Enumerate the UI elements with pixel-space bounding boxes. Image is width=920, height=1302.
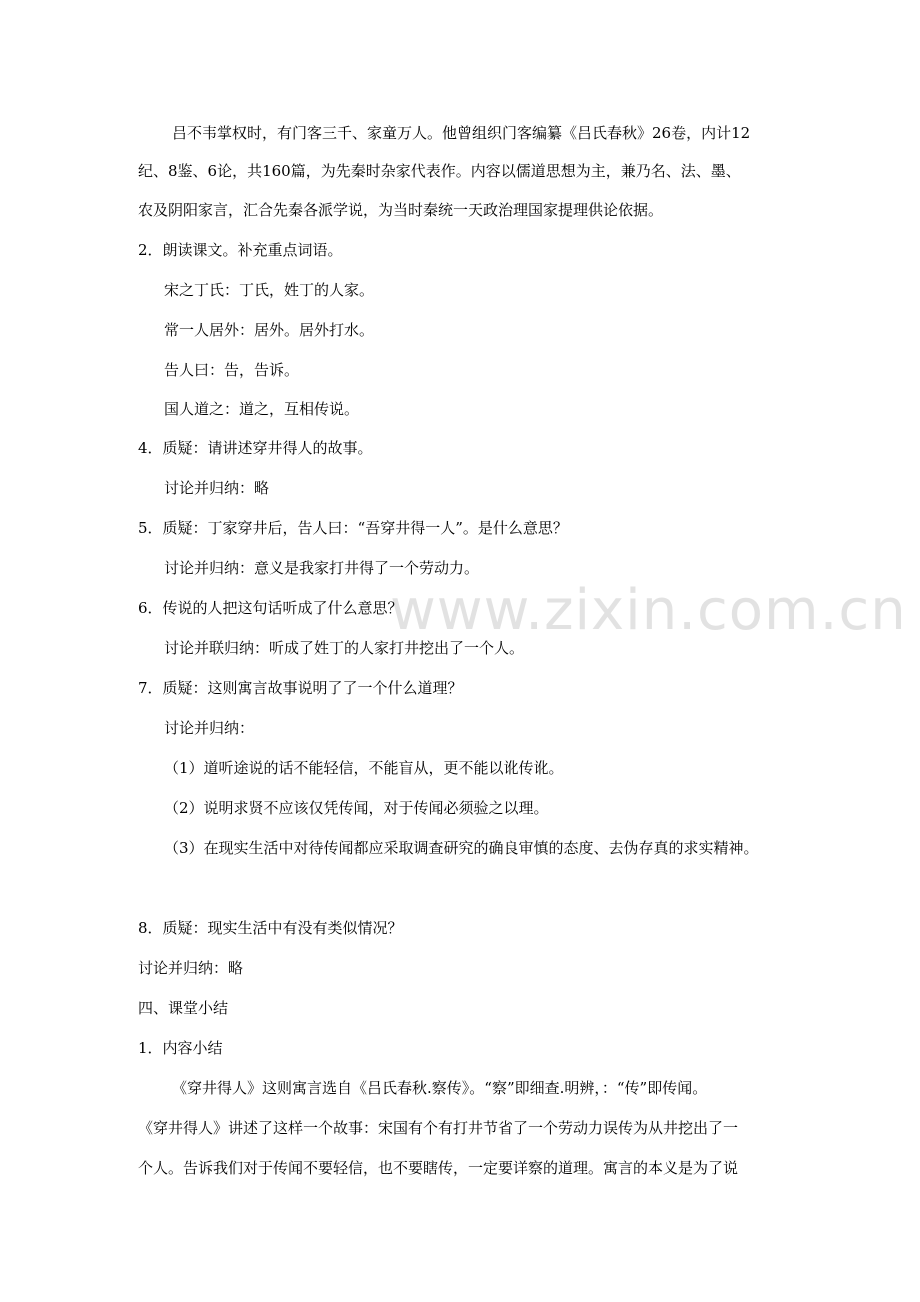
section-heading: 四、课堂小结 xyxy=(138,999,229,1017)
question-line: 4．质疑：请讲述穿井得人的故事。 xyxy=(138,439,373,457)
answer-line: 讨论并归纳：略 xyxy=(138,959,244,977)
list-item: （1）道听途说的话不能轻信，不能盲从，更不能以讹传讹。 xyxy=(164,759,564,777)
question-line: 5．质疑：丁家穿井后，告人曰：“吾穿井得一人”。是什么意思？ xyxy=(138,519,568,537)
subsection-heading: 1．内容小结 xyxy=(138,1039,223,1057)
paragraph-line: 《穿井得人》这则寓言选自《吕氏春秋.察传》。“察”即细查.明辨，：“传”即传闻。 xyxy=(172,1079,708,1097)
question-line: 7．质疑：这则寓言故事说明了了一个什么道理？ xyxy=(138,679,463,697)
paragraph-line: 农及阴阳家言，汇合先秦各派学说，为当时秦统一天政治理国家提理供论依据。 xyxy=(138,201,664,219)
vocab-line: 常一人居外：居外。居外打水。 xyxy=(164,321,375,339)
answer-line: 讨论并联归纳：听成了姓丁的人家打井挖出了一个人。 xyxy=(164,639,525,657)
watermark: www.zixin.com.cn xyxy=(390,578,907,643)
paragraph-line: 个人。告诉我们对于传闻不要轻信，也不要瞎传，一定要详察的道理。寓言的本义是为了说 xyxy=(138,1159,739,1177)
answer-line: 讨论并归纳：略 xyxy=(164,479,270,497)
list-item: （2）说明求贤不应该仅凭传闻，对于传闻必须验之以理。 xyxy=(164,799,549,817)
section-heading: 2．朗读课文。补充重点词语。 xyxy=(138,241,343,259)
paragraph-line: 《穿井得人》讲述了这样一个故事：宋国有个有打井节省了一个劳动力误传为从井挖出了一 xyxy=(138,1119,739,1137)
answer-line: 讨论并归纳： xyxy=(164,719,255,737)
paragraph-line: 纪、8鉴、6论，共160篇，为先秦时杂家代表作。内容以儒道思想为主，兼乃名、法、墨、 xyxy=(138,162,741,180)
vocab-line: 宋之丁氏：丁氏，姓丁的人家。 xyxy=(164,281,375,299)
question-line: 8．质疑：现实生活中有没有类似情况？ xyxy=(138,919,403,937)
paragraph-line: 吕不韦掌权时，有门客三千、家童万人。他曾组织门客编纂《吕氏春秋》26卷，内计12 xyxy=(172,124,751,142)
vocab-line: 告人曰：告，告诉。 xyxy=(164,361,300,379)
list-item: （3）在现实生活中对待传闻都应采取调查研究的确良审慎的态度、去伪存真的求实精神。 xyxy=(164,839,759,857)
vocab-line: 国人道之：道之，互相传说。 xyxy=(164,400,360,418)
answer-line: 讨论并归纳：意义是我家打井得了一个劳动力。 xyxy=(164,559,480,577)
question-line: 6．传说的人把这句话听成了什么意思？ xyxy=(138,599,403,617)
